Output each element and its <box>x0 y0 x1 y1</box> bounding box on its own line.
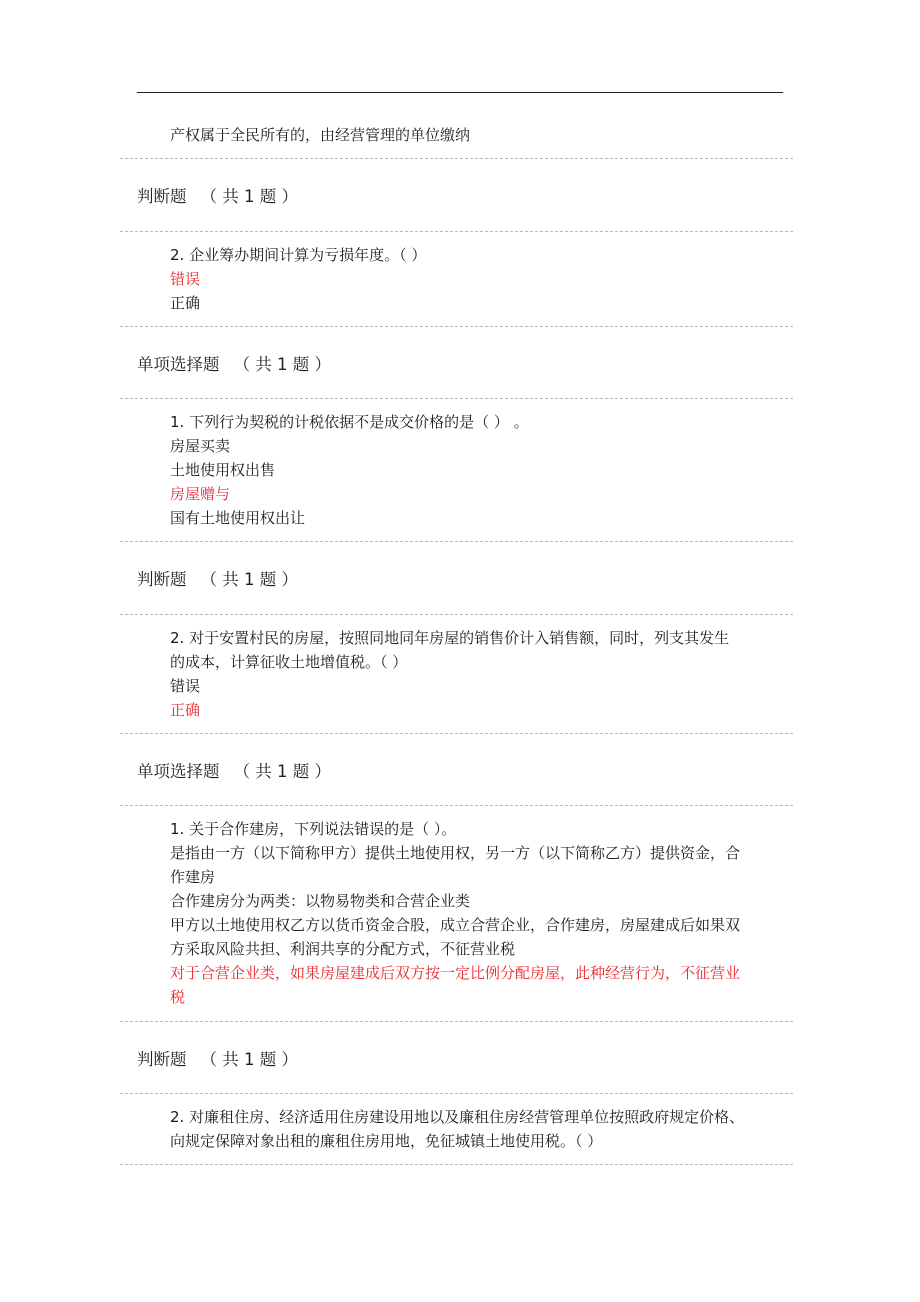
separator <box>120 158 793 159</box>
question-text: 1. 下列行为契税的计税依据不是成交价格的是（ ） 。 <box>170 413 529 431</box>
option-correct: 错误 <box>170 270 201 288</box>
header-rule <box>137 92 783 93</box>
question-text: 的成本，计算征收土地增值税。（ ） <box>170 653 408 671</box>
section-count: （ 共 1 题 ） <box>200 187 298 206</box>
section-title: 判断题 <box>137 570 187 589</box>
separator <box>120 805 793 806</box>
option: 是指由一方（以下简称甲方）提供土地使用权，另一方（以下简称乙方）提供资金，合 <box>170 844 741 862</box>
option: 作建房 <box>170 868 216 886</box>
section-count: （ 共 1 题 ） <box>233 762 331 781</box>
option: 合作建房分为两类：以物易物类和合营企业类 <box>170 892 471 910</box>
question-text: 2. 对廉租住房、经济适用住房建设用地以及廉租住房经营管理单位按照政府规定价格、 <box>170 1108 745 1126</box>
option-correct: 对于合营企业类，如果房屋建成后双方按一定比例分配房屋，此种经营行为，不征营业 <box>170 964 741 982</box>
option: 土地使用权出售 <box>170 461 276 479</box>
section-heading <box>137 1049 298 1071</box>
question-text: 2. 企业筹办期间计算为亏损年度。（ ） <box>170 246 427 264</box>
section-title: 判断题 <box>137 1050 187 1069</box>
separator <box>120 733 793 734</box>
separator <box>120 1093 793 1094</box>
question-text: 1. 关于合作建房，下列说法错误的是（ ）。 <box>170 820 457 838</box>
separator <box>120 1164 793 1165</box>
separator <box>120 326 793 327</box>
section-count: （ 共 1 题 ） <box>200 570 298 589</box>
question-text: 2. 对于安置村民的房屋，按照同地同年房屋的销售价计入销售额，同时，列支其发生 <box>170 629 730 647</box>
section-heading <box>137 569 298 591</box>
option-correct: 房屋赠与 <box>170 485 231 503</box>
section-heading <box>137 186 298 208</box>
option-correct: 税 <box>170 988 186 1006</box>
separator <box>120 231 793 232</box>
carryover-option: 产权属于全民所有的，由经营管理的单位缴纳 <box>170 126 471 144</box>
option: 甲方以土地使用权乙方以货币资金合股，成立合营企业，合作建房，房屋建成后如果双 <box>170 916 741 934</box>
option: 房屋买卖 <box>170 437 231 455</box>
option: 错误 <box>170 677 201 695</box>
section-count: （ 共 1 题 ） <box>233 355 331 374</box>
separator <box>120 614 793 615</box>
separator <box>120 541 793 542</box>
section-title: 单项选择题 <box>137 762 220 781</box>
separator <box>120 398 793 399</box>
section-title: 判断题 <box>137 187 187 206</box>
section-title: 单项选择题 <box>137 355 220 374</box>
option: 方采取风险共担、利润共享的分配方式，不征营业税 <box>170 940 516 958</box>
section-heading <box>137 354 331 376</box>
option: 正确 <box>170 294 201 312</box>
option: 国有土地使用权出让 <box>170 509 306 527</box>
option-correct: 正确 <box>170 701 201 719</box>
section-count: （ 共 1 题 ） <box>200 1050 298 1069</box>
question-text: 向规定保障对象出租的廉租住房用地，免征城镇土地使用税。（ ） <box>170 1132 603 1150</box>
separator <box>120 1021 793 1022</box>
section-heading <box>137 761 331 783</box>
